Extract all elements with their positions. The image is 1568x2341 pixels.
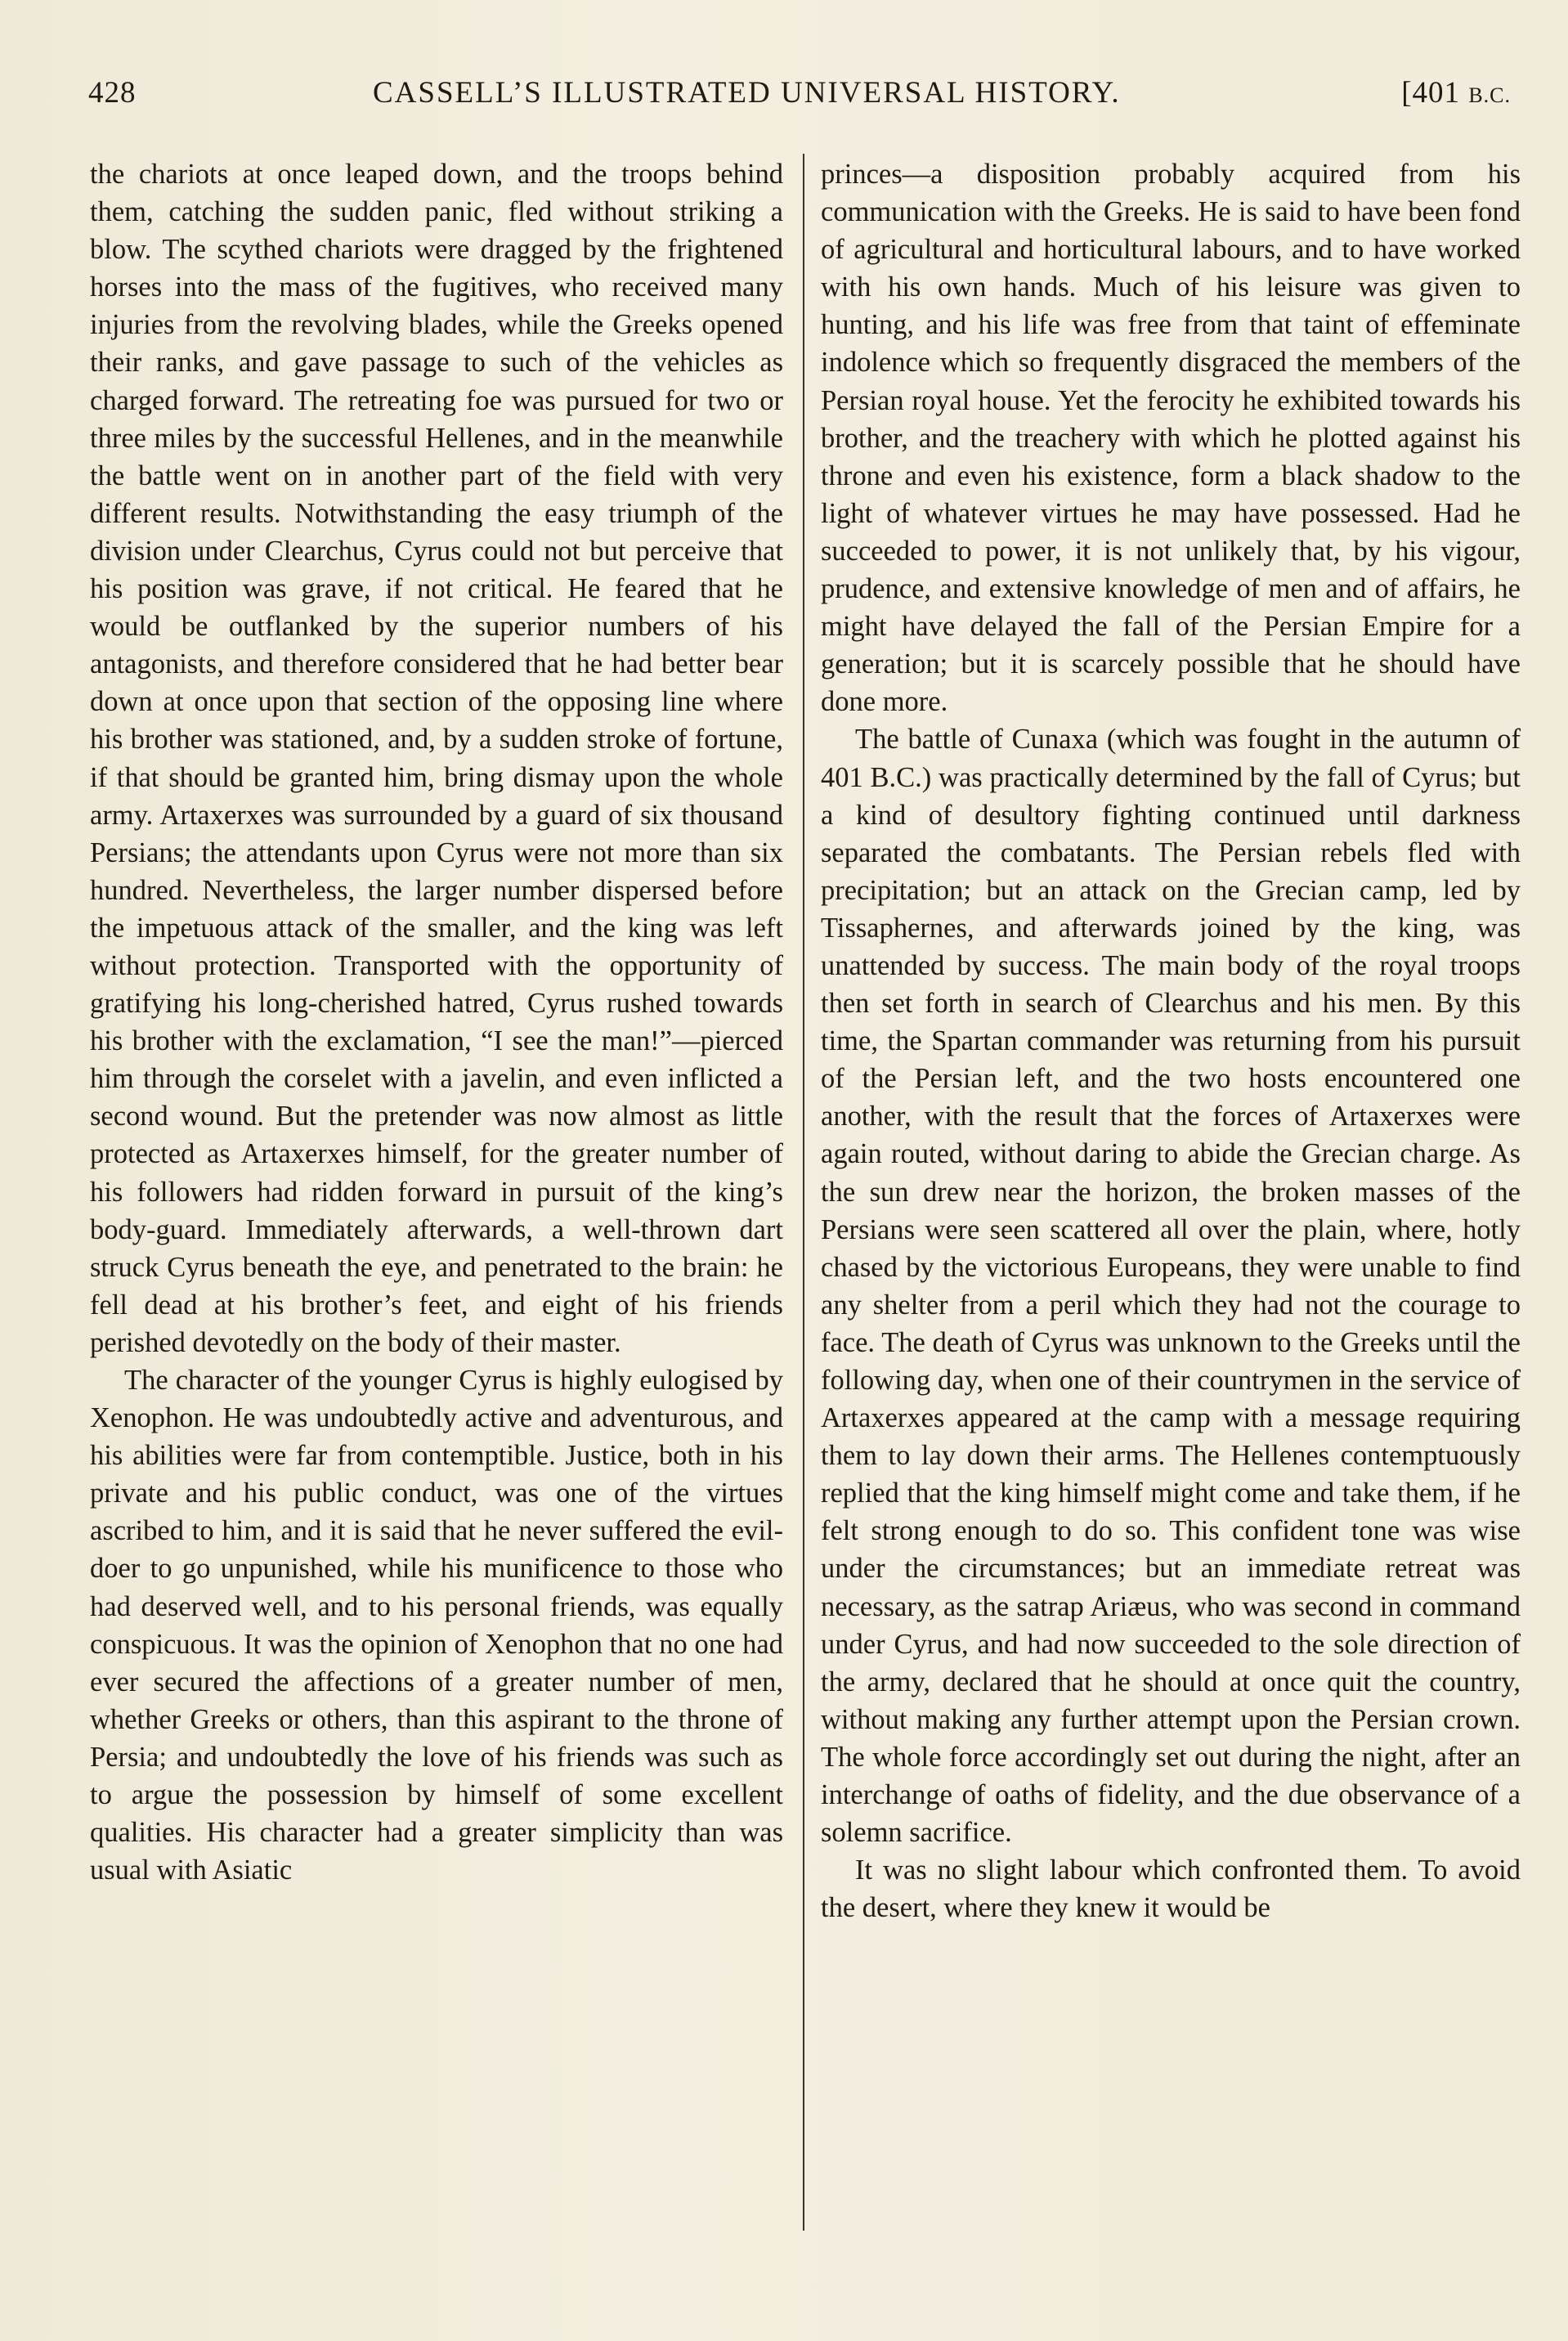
left-column <box>90 155 783 1889</box>
running-date <box>1401 75 1511 110</box>
column-divider <box>803 154 804 2231</box>
left-paragraph-1: the chariots at once leaped down, and the troops behind them, catching the sudden panic, fled without striking a blow. The scythed chariots were dragged by the frightened horses into the mass of the fugitives, who received many injuries from the revolving blades, while the Greeks opened their ranks, and gave passage to such of the vehicles as charged forward. The retreating foe was pursued for two or three miles by the successful Hellenes, and in the meanwhile the battle went on in another part of the field with very different results. Notwithstanding the easy triumph of the division under Clearchus, Cyrus could not but perceive that his position was grave, if not critical. He feared that he would be outflanked by the superior numbers of his antagonists, and therefore considered that he had better bear down at once upon that section of the opposing line where his brother was stationed, and, by a sudden stroke of fortune, if that should be granted him, bring dismay upon the whole army. Artaxerxes was surrounded by a guard of six thousand Persians; the attendants upon Cyrus were not more than six hundred. Nevertheless, the larger number dispersed before the impetuous attack of the smaller, and the king was left without protection. Transported with the opportunity of gratifying his long-cherished hatred, Cyrus rushed towards his brother with the exclamation, “I see the man!”—pierced him through the corselet with a javelin, and even inflicted a second wound. But the pretender was now almost as little protected as Artaxerxes himself, for the greater number of his followers had ridden forward in pursuit of the king’s body-guard. Immediately afterwards, a well-thrown dart struck Cyrus beneath the eye, and penetrated to the brain: he fell dead at his brother’s feet, and eight of his friends perished devotedly on the body of their master. <box>90 159 783 1358</box>
right-paragraph-1: princes—a disposition probably acquired from his communication with the Greeks. He is said to have been fond of agricultural and horticultural labours, and to have worked with his own hands. Much of his leisure was given to hunting, and his life was free from that taint of effeminate indolence which so frequently disgraced the members of the Persian royal house. Yet the ferocity he exhibited towards his brother, and the treachery with which he plotted against his throne and even his existence, form a black shadow to the light of whatever virtues he may have possessed. Had he succeeded to power, it is not unlikely that, by his vigour, prudence, and extensive knowledge of men and of affairs, he might have delayed the fall of the Persian Empire for a generation; but it is scarcely possible that he should have done more. <box>821 159 1521 718</box>
page-number: 428 <box>88 76 137 110</box>
date-era: B.C. <box>1468 83 1511 107</box>
running-title: CASSELL’S ILLUSTRATED UNIVERSAL HISTORY. <box>373 76 1121 110</box>
left-paragraph-2: The character of the younger Cyrus is highly eulogised by Xenophon. He was undoubtedly active and adventurous, and his abilities were far from contemptible. Justice, both in his private and his public conduct, was one of the virtues ascribed to him, and it is said that he never suffered the evil-doer to go unpunished, while his munificence to those who had deserved well, and to his personal friends, was equally conspicuous. It was the opinion of Xenophon that no one had ever secured the affections of a greater number of men, whether Greeks or others, than this aspirant to the throne of Persia; and undoubtedly the love of his friends was such as to argue the possession by himself of some excellent qualities. His character had a greater simplicity than was usual with Asiatic <box>90 1365 783 1886</box>
right-column <box>821 155 1521 1926</box>
right-paragraph-2: The battle of Cunaxa (which was fought in the autumn of 401 B.C.) was practically determined by the fall of Cyrus; but a kind of desultory fighting continued until darkness separated the combatants. The Persian rebels fled with precipitation; but an attack on the Grecian camp, led by Tissaphernes, and afterwards joined by the king, was unattended by success. The main body of the royal troops then set forth in search of Clearchus and his men. By this time, the Spartan commander was returning from his pursuit of the Persian left, and the two hosts encountered one another, with the result that the forces of Artaxerxes were again routed, without daring to abide the Grecian charge. As the sun drew near the horizon, the broken masses of the Persians were seen scattered all over the plain, where, hotly chased by the victorious Europeans, they were unable to find any shelter from a peril which they had not the courage to face. The death of Cyrus was unknown to the Greeks until the following day, when one of their countrymen in the service of Artaxerxes appeared at the camp with a message requiring them to lay down their arms. The Hellenes contemptuously replied that the king himself might come and take them, if he felt strong enough to do so. This confident tone was wise under the circumstances; but an immediate retreat was necessary, as the satrap Ariæus, who was second in command under Cyrus, and had now succeeded to the sole direction of the army, declared that he should at once quit the country, without making any further attempt upon the Persian crown. The whole force accordingly set out during the night, after an interchange of oaths of fidelity, and the due observance of a solemn sacrifice. <box>821 724 1521 1849</box>
running-head <box>88 75 1511 124</box>
date-year: [401 <box>1401 76 1469 110</box>
right-paragraph-3: It was no slight labour which confronted them. To avoid the desert, where they knew it would be <box>821 1854 1521 1924</box>
